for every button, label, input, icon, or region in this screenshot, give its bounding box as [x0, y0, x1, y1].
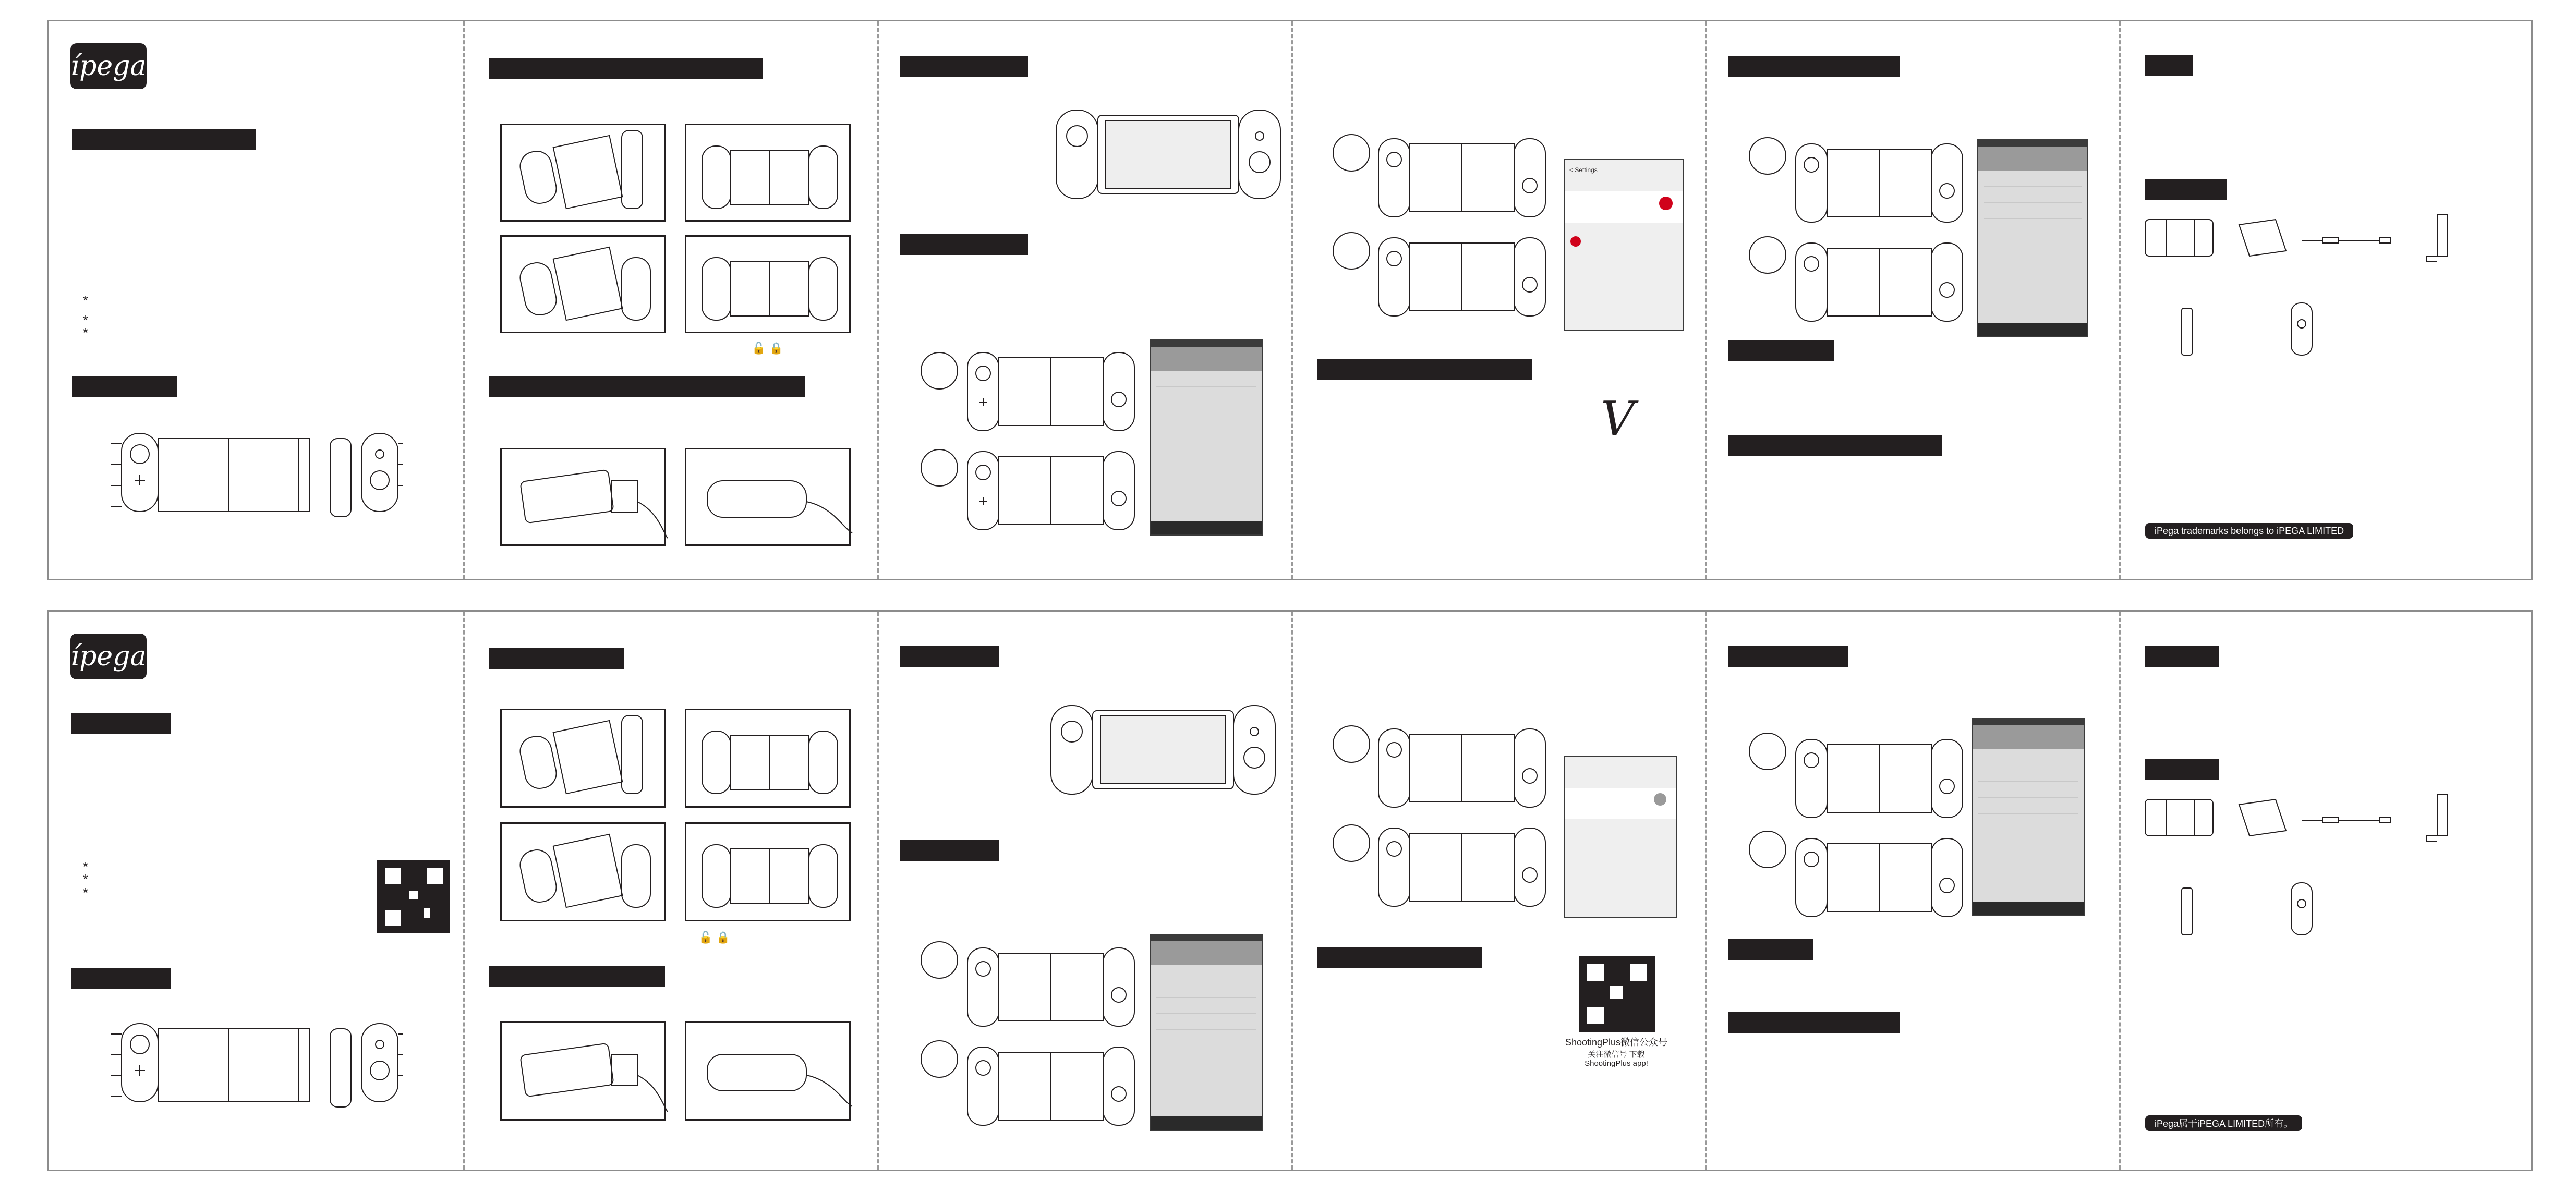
panel-cover — [49, 612, 463, 1170]
figure-stretch-1 — [500, 709, 666, 808]
heading-bar — [1728, 1012, 1900, 1033]
heading-bar — [2145, 646, 2219, 667]
device-row — [1156, 403, 1256, 419]
device-row — [1156, 998, 1256, 1014]
device-row — [1156, 1014, 1256, 1030]
bullet-star: * — [83, 325, 89, 340]
manual-sheet-english — [47, 20, 2533, 580]
toggle-indicator — [1654, 793, 1666, 806]
controller-parts-diagram — [111, 423, 403, 527]
panel-connect-android — [877, 21, 1293, 579]
phone-screen-app — [1977, 139, 2088, 337]
heading-bar — [72, 376, 177, 397]
controller-with-phone — [1051, 700, 1275, 799]
device-row — [1156, 419, 1256, 435]
panel-android-app — [1705, 21, 2121, 579]
controller-combo-top — [967, 350, 1134, 433]
step-indicator-a — [921, 352, 958, 390]
trademark-notice: iPega trademarks belongs to iPEGA LIMITED — [2145, 523, 2353, 539]
controller-parts-diagram — [111, 1013, 403, 1117]
heading-bar — [1317, 359, 1532, 380]
lock-unlock-icon: 🔓 🔒 — [698, 931, 730, 944]
controller-combo-top — [1796, 141, 1963, 225]
panel-install — [463, 21, 879, 579]
ios-settings-screen — [1564, 159, 1684, 331]
figure-stretch-4 — [685, 235, 851, 333]
heading-bar — [1728, 435, 1942, 456]
heading-bar — [1728, 56, 1900, 77]
heading-bar — [71, 968, 171, 989]
heading-bar — [72, 129, 256, 150]
controller-combo-bottom — [1796, 240, 1963, 324]
device-row — [1984, 203, 2082, 219]
controller-combo-bottom — [1796, 836, 1963, 919]
heading-bar — [489, 376, 805, 397]
step-indicator-b — [921, 449, 958, 487]
manual-sheet-chinese — [47, 610, 2533, 1171]
panel-connect-android — [877, 612, 1293, 1170]
panel-android-app — [1705, 612, 2121, 1170]
phone-screen-bluetooth — [1150, 934, 1263, 1131]
ios-settings-back: < Settings — [1569, 166, 1598, 174]
heading-bar — [1728, 939, 1813, 960]
heading-bar — [1317, 947, 1482, 968]
qr-caption-line2: 关注微信号 下载 — [1588, 1050, 1645, 1059]
device-row — [1156, 965, 1256, 981]
ipega-logo: ípega — [70, 634, 147, 679]
trademark-notice: iPega属于iPEGA LIMITED所有。 — [2145, 1115, 2302, 1131]
step-indicator-a — [1333, 134, 1370, 172]
phone-screen-bluetooth — [1150, 339, 1263, 536]
panel-package — [2119, 612, 2535, 1170]
ipega-logo: ípega — [70, 43, 147, 89]
figure-stretch-4 — [685, 822, 851, 921]
device-row — [1978, 798, 2078, 814]
step-indicator-b — [1333, 824, 1370, 862]
qr-caption-line3: ShootingPlus app! — [1585, 1059, 1648, 1068]
step-indicator-a — [1749, 733, 1786, 770]
lock-unlock-icon: 🔓 🔒 — [752, 342, 783, 355]
controller-combo-bottom — [1378, 235, 1545, 319]
panel-package — [2119, 21, 2535, 579]
heading-bar — [1728, 646, 1848, 667]
figure-stretch-3 — [500, 822, 666, 921]
bullet-star: * — [83, 885, 89, 901]
controller-combo-bottom — [1378, 825, 1545, 909]
phone-screen-app — [1972, 718, 2085, 916]
controller-with-phone — [1056, 105, 1280, 204]
heading-bar — [2145, 759, 2219, 780]
device-indicator — [1570, 236, 1581, 247]
qr-caption-title: ShootingPlus微信公众号 — [1565, 1037, 1668, 1048]
heading-bar — [71, 713, 171, 734]
heading-bar — [489, 58, 763, 79]
device-row — [1978, 782, 2078, 798]
package-contents-diagram — [2145, 209, 2469, 366]
bullet-star: * — [83, 871, 89, 887]
step-indicator-b — [1749, 831, 1786, 868]
device-row — [1984, 171, 2082, 187]
figure-stretch-2 — [685, 709, 851, 808]
device-row — [1156, 981, 1256, 998]
ios-settings-screen — [1564, 756, 1677, 918]
heading-bar — [900, 56, 1028, 77]
controller-combo-top — [1796, 737, 1963, 820]
package-contents-diagram — [2145, 789, 2469, 945]
heading-bar — [489, 966, 665, 987]
panel-cover — [49, 21, 463, 579]
figure-stretch-2 — [685, 124, 851, 222]
step-indicator-b — [1749, 236, 1786, 274]
step-indicator-a — [921, 941, 958, 979]
panel-connect-ios — [1291, 21, 1707, 579]
controller-combo-top — [967, 945, 1134, 1029]
device-row — [1156, 371, 1256, 387]
figure-stretch-3 — [500, 235, 666, 333]
shootingplus-logo: V — [1601, 392, 1635, 446]
step-indicator-b — [1333, 232, 1370, 270]
figure-cable-2 — [685, 1021, 851, 1121]
heading-bar — [1728, 340, 1834, 361]
controller-combo-bottom — [967, 1044, 1134, 1128]
device-row — [1984, 219, 2082, 235]
qr-code — [1579, 956, 1655, 1032]
step-indicator-a — [1749, 137, 1786, 175]
figure-stretch-1 — [500, 124, 666, 222]
device-row — [1156, 387, 1256, 403]
heading-bar — [900, 234, 1028, 255]
controller-combo-top — [1378, 726, 1545, 810]
panel-install — [463, 612, 879, 1170]
bullet-star: * — [83, 859, 89, 874]
heading-bar — [489, 648, 624, 669]
figure-cable-1 — [500, 1021, 666, 1121]
device-row — [1984, 187, 2082, 203]
controller-combo-bottom — [967, 449, 1134, 532]
bullet-star: * — [83, 293, 89, 308]
figure-cable-2 — [685, 448, 851, 546]
heading-bar — [900, 646, 999, 667]
toggle-indicator — [1659, 197, 1673, 210]
controller-combo-top — [1378, 136, 1545, 220]
heading-bar — [2145, 179, 2227, 200]
step-indicator-b — [921, 1040, 958, 1078]
device-row — [1978, 765, 2078, 782]
bullet-star: * — [83, 312, 89, 328]
qr-code — [377, 860, 450, 933]
heading-bar — [2145, 55, 2193, 76]
panel-connect-ios — [1291, 612, 1707, 1170]
heading-bar — [900, 840, 999, 861]
figure-cable-1 — [500, 448, 666, 546]
step-indicator-a — [1333, 725, 1370, 763]
device-row — [1978, 749, 2078, 765]
